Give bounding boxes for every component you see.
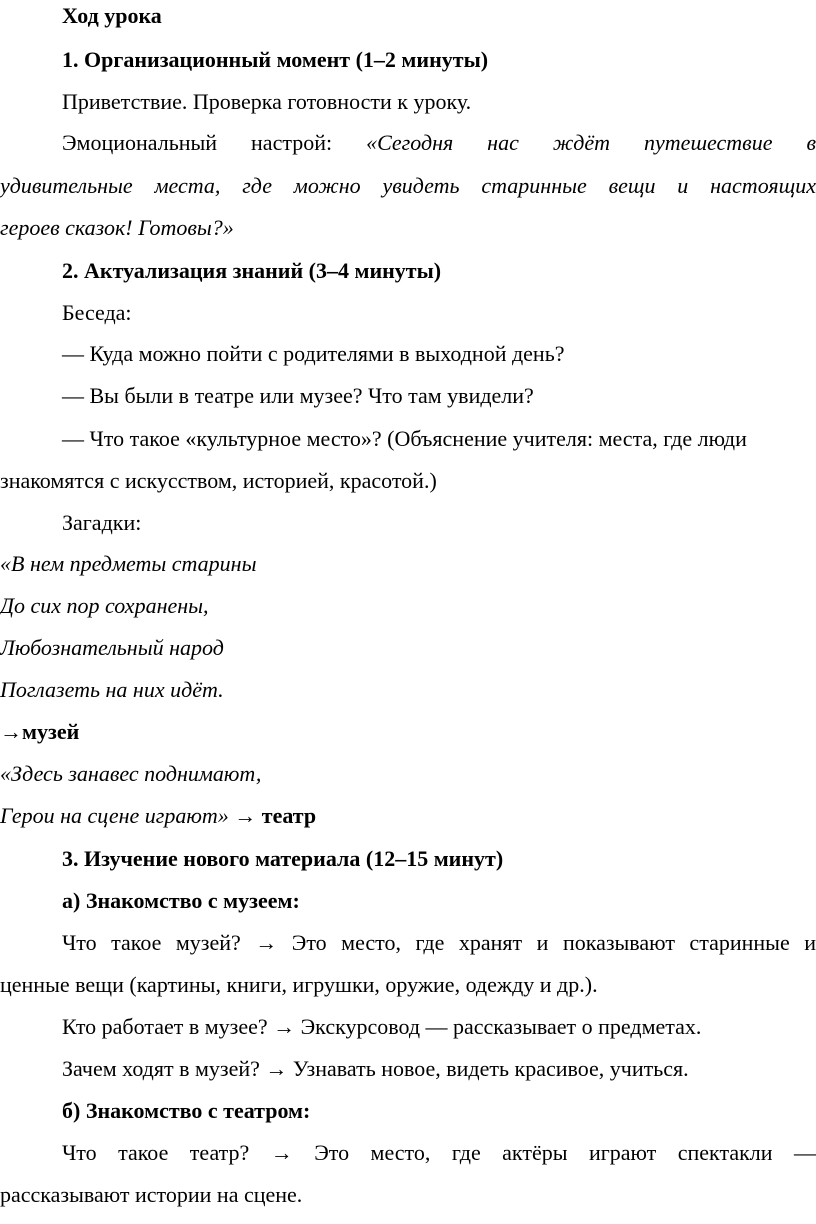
museum-p3: Зачем ходят в музей? → Узнавать новое, видеть красивое, учиться. xyxy=(62,1056,689,1081)
right-arrow-icon: → xyxy=(228,803,262,828)
section1-heading: 1. Организационный момент (1–2 минуты) xyxy=(62,47,489,72)
section2-question-1: — Куда можно пойти с родителями в выходной день? xyxy=(62,341,565,366)
theatre-p1-line1: Что такое театр? → Это место, где актёры играют спектакли — xyxy=(62,1140,816,1165)
section3-heading: 3. Изучение нового материала (12–15 минут) xyxy=(62,846,504,871)
mood-quote-start: «Сегодня нас ждёт путешествие в xyxy=(366,130,816,155)
museum-p2: Кто работает в музее? → Экскурсовод — рассказывает о предметах. xyxy=(62,1014,702,1039)
riddle2-line2 xyxy=(0,802,816,830)
section2-question-2: — Вы были в театре или музее? Что там увидели? xyxy=(62,383,534,408)
section2-question-3-line1: — Что такое «культурное место»? (Объяснение учителя: места, где люди xyxy=(62,426,747,451)
section1-greeting: Приветствие. Проверка готовности к уроку. xyxy=(62,89,472,114)
mood-label: Эмоциональный настрой: xyxy=(62,130,367,155)
section1-mood-line3: героев сказок! Готовы?» xyxy=(0,215,234,240)
riddle2-line1: «Здесь занавес поднимают, xyxy=(0,761,262,786)
museum-heading: а) Знакомство с музеем: xyxy=(62,888,300,913)
section1-mood-line1 xyxy=(62,129,816,157)
riddle2-text: Герои на сцене играют» xyxy=(0,803,229,828)
section2-talk-label: Беседа: xyxy=(62,300,132,325)
theatre-heading: б) Знакомство с театром: xyxy=(62,1098,311,1123)
section2-riddles-label: Загадки: xyxy=(62,510,142,535)
riddle1-answer-line xyxy=(0,718,816,746)
riddle1-answer: музей xyxy=(22,719,80,744)
section2-question-3-line2: знакомятся с искусством, историей, красотой.) xyxy=(0,468,437,493)
museum-p1-line1: Что такое музей? → Это место, где хранят и показывают старинные и xyxy=(62,930,816,955)
riddle2-answer: театр xyxy=(261,803,317,828)
riddle1-line1: «В нем предметы старины xyxy=(0,551,257,576)
museum-p1-line2: ценные вещи (картины, книги, игрушки, оружие, одежду и др.). xyxy=(0,972,598,997)
lesson-title: Ход урока xyxy=(62,3,162,28)
section2-heading: 2. Актуализация знаний (3–4 минуты) xyxy=(62,258,442,283)
section1-mood-line2: удивительные места, где можно увидеть старинные вещи и настоящих xyxy=(0,173,816,198)
riddle1-line4: Поглазеть на них идёт. xyxy=(0,677,224,702)
riddle1-line3: Любознательный народ xyxy=(0,635,224,660)
riddle1-line2: До сих пор сохранены, xyxy=(0,593,209,618)
theatre-p1-line2: рассказывают истории на сцене. xyxy=(0,1182,303,1207)
right-arrow-icon: → xyxy=(0,719,22,744)
